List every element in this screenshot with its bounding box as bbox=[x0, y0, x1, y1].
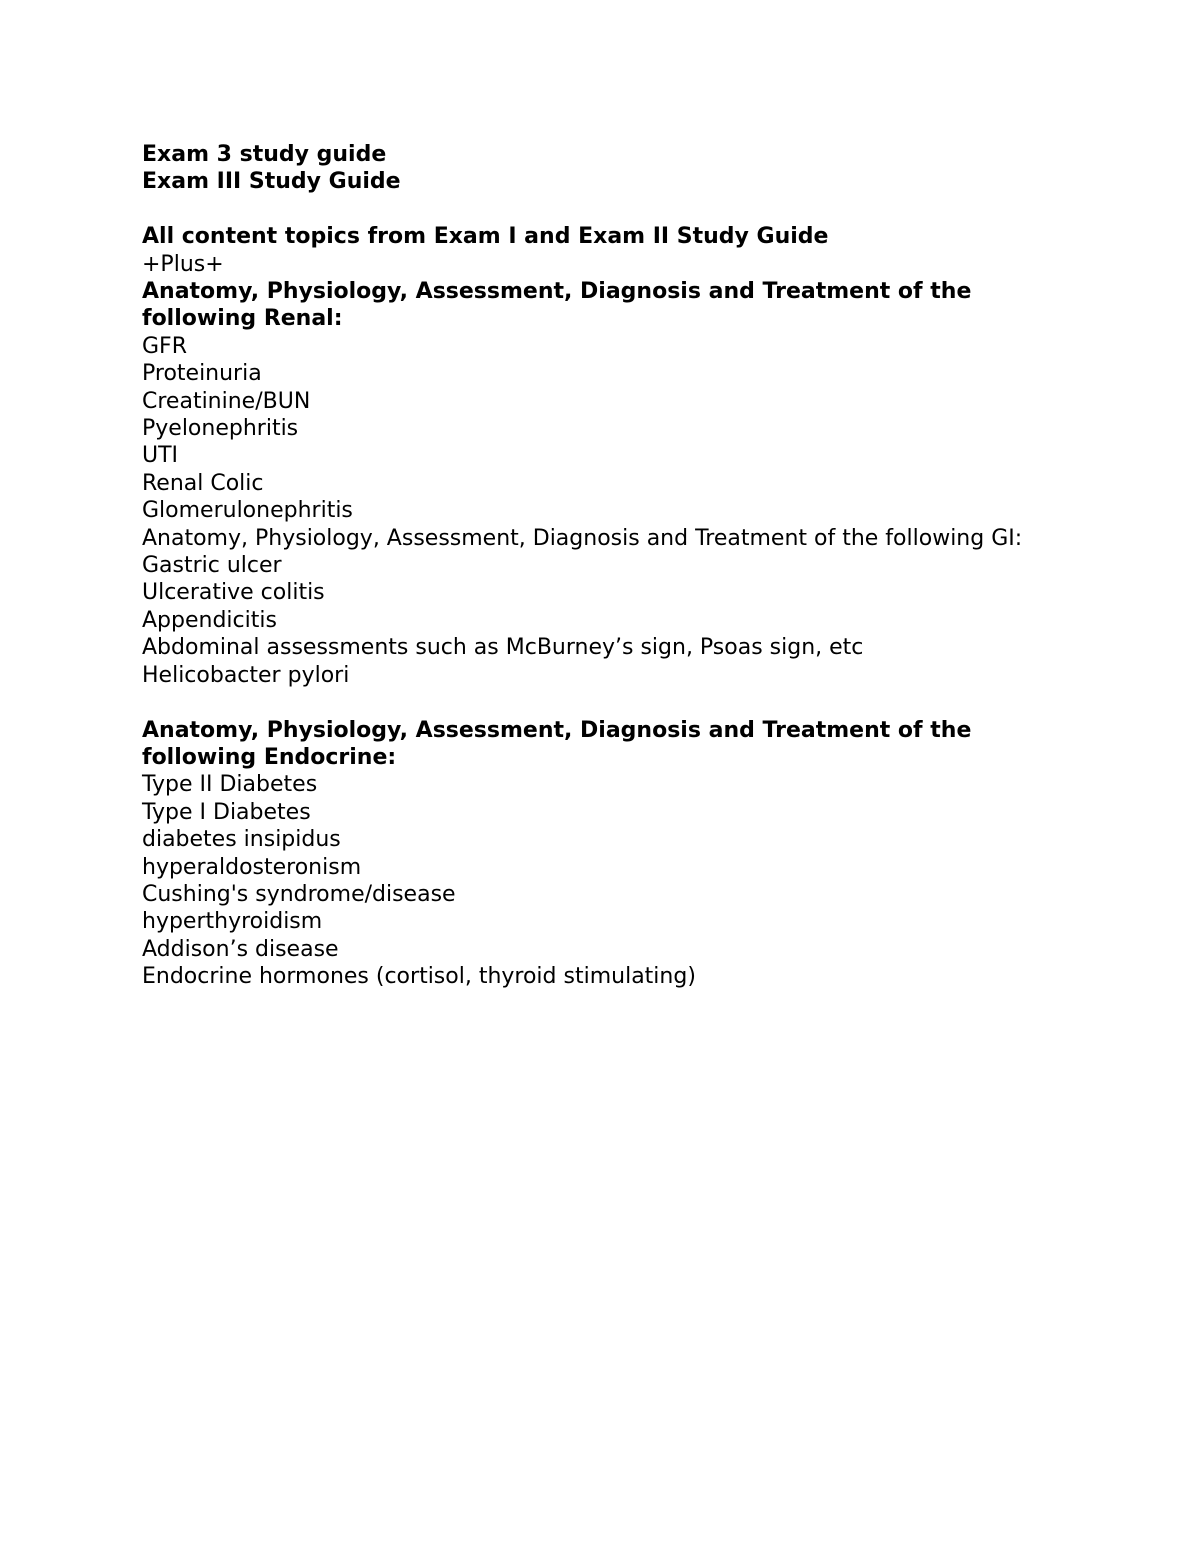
document-body bbox=[142, 141, 1062, 991]
gi-topic-list bbox=[142, 552, 1062, 689]
intro-heading: All content topics from Exam I and Exam II Study Guide bbox=[142, 224, 829, 250]
plus-label: +Plus+ bbox=[142, 251, 224, 277]
renal-topic-item: Proteinuria bbox=[142, 361, 262, 387]
renal-topic-item: Glomerulonephritis bbox=[142, 498, 353, 524]
endocrine-topic-item: hyperthyroidism bbox=[142, 909, 323, 935]
renal-topic-item: Renal Colic bbox=[142, 470, 264, 496]
gi-topic-item: Gastric ulcer bbox=[142, 553, 282, 579]
endocrine-topic-item: Type I Diabetes bbox=[142, 799, 311, 825]
gi-topic-item: Abdominal assessments such as McBurney’s sign, Psoas sign, etc bbox=[142, 635, 864, 661]
endocrine-topic-item: diabetes insipidus bbox=[142, 827, 341, 853]
renal-topic-list bbox=[142, 333, 1062, 525]
document-subtitle: Exam III Study Guide bbox=[142, 169, 401, 195]
gi-topic-item: Appendicitis bbox=[142, 607, 277, 633]
renal-topic-item: Creatinine/BUN bbox=[142, 388, 311, 414]
endocrine-topic-item: Endocrine hormones (cortisol, thyroid stimulating) bbox=[142, 964, 696, 990]
blank-line bbox=[142, 196, 1062, 223]
endocrine-section-heading: Anatomy, Physiology, Assessment, Diagnosis and Treatment of the following Endocrine: bbox=[142, 717, 972, 770]
blank-line bbox=[142, 689, 1062, 716]
endocrine-topic-item: hyperaldosteronism bbox=[142, 854, 362, 880]
gi-section-heading: Anatomy, Physiology, Assessment, Diagnosis and Treatment of the following GI: bbox=[142, 525, 1023, 551]
endocrine-topic-item: Cushing's syndrome/disease bbox=[142, 881, 456, 907]
renal-topic-item: GFR bbox=[142, 333, 187, 359]
renal-topic-item: UTI bbox=[142, 443, 179, 469]
renal-section-heading: Anatomy, Physiology, Assessment, Diagnosis and Treatment of the following Renal: bbox=[142, 279, 972, 332]
endocrine-topic-item: Type II Diabetes bbox=[142, 772, 318, 798]
endocrine-topic-list bbox=[142, 771, 1062, 990]
gi-topic-item: Ulcerative colitis bbox=[142, 580, 325, 606]
renal-topic-item: Pyelonephritis bbox=[142, 416, 299, 442]
gi-topic-item: Helicobacter pylori bbox=[142, 662, 350, 688]
document-title: Exam 3 study guide bbox=[142, 142, 387, 167]
endocrine-topic-item: Addison’s disease bbox=[142, 936, 339, 962]
